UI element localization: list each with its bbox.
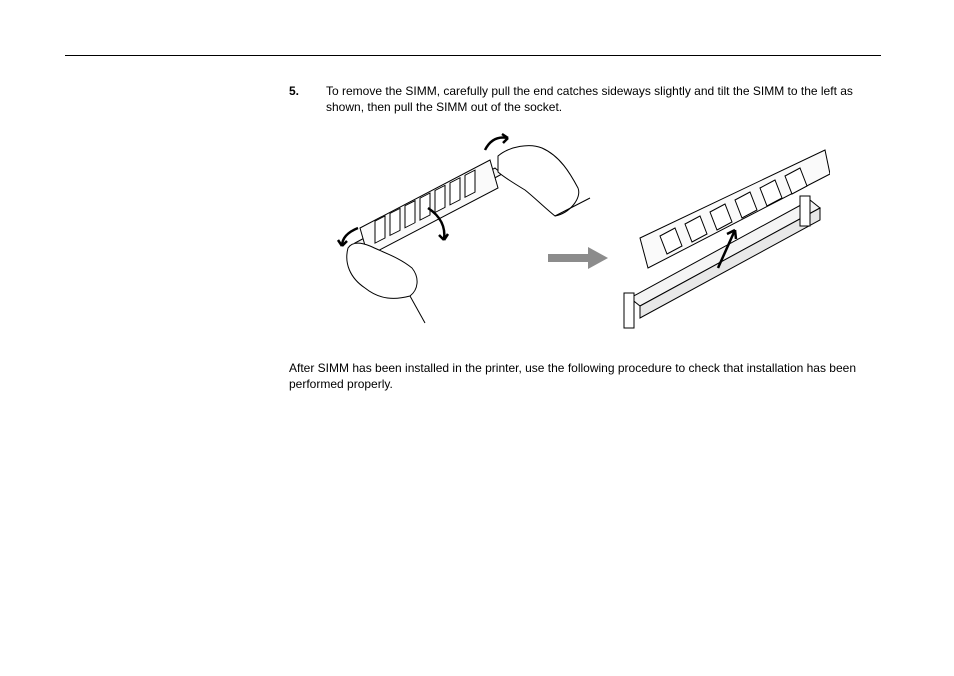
top-catch-arrow-icon <box>485 138 508 151</box>
simm-removal-illustration <box>330 128 830 333</box>
left-hand-icon <box>347 243 417 298</box>
arrow-right-icon <box>548 247 608 269</box>
step-text: To remove the SIMM, carefully pull the end catches sideways slightly and tilt the SIMM to the left as shown, then pull the SIMM out of the socket. <box>326 84 853 114</box>
check-installation-paragraph: After SIMM has been installed in the printer, use the following procedure to check that installation has been performed properly. <box>289 361 856 391</box>
illustration-svg <box>330 128 830 333</box>
left-scene <box>338 134 590 323</box>
right-hand-icon <box>498 146 579 216</box>
right-scene <box>624 150 830 328</box>
header-rule <box>65 55 881 56</box>
step-number: 5. <box>289 84 300 98</box>
